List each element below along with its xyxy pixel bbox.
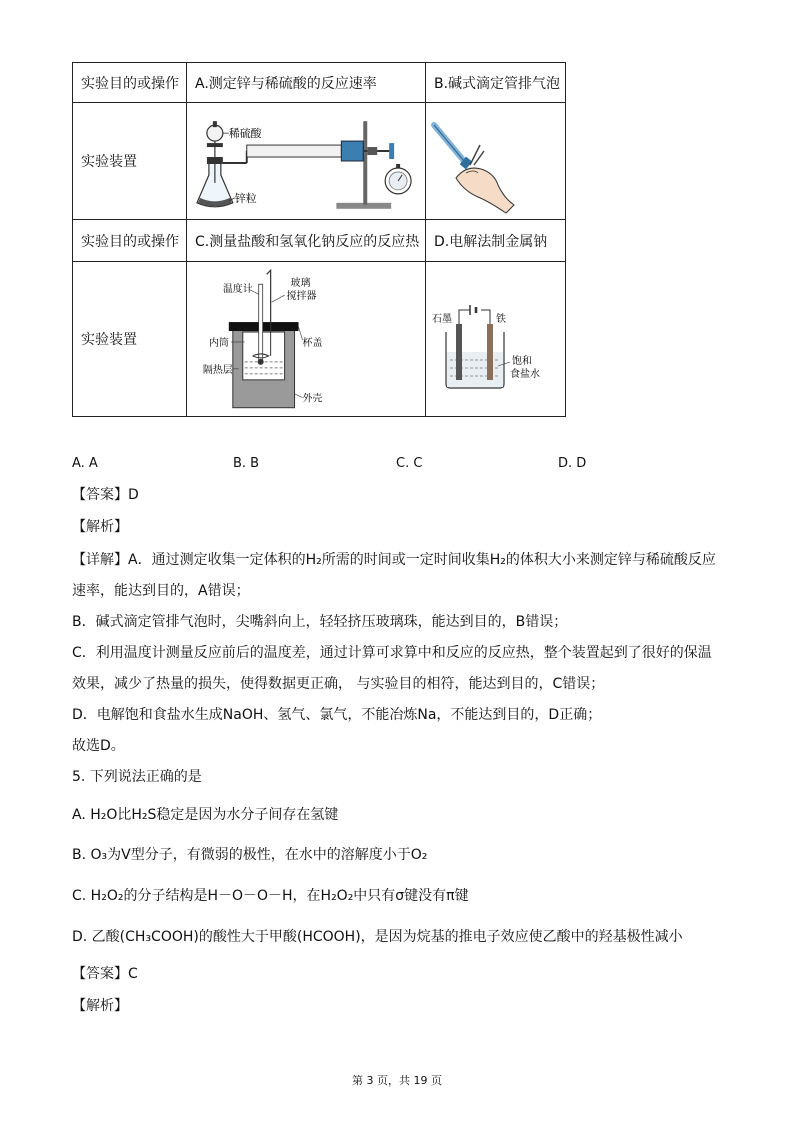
header-cell-purpose-2 — [73, 220, 187, 262]
figure-cell-d — [426, 262, 565, 416]
analysis-label-2: 【解析】 — [72, 998, 128, 1014]
label-inner-cup: 内筒 — [208, 337, 229, 349]
label-cup-lid: 杯盖 — [302, 337, 323, 349]
label-zinc-granules: 锌粒 — [234, 191, 257, 205]
option-d-title: D.电解法制金属钠 — [434, 233, 548, 250]
detail-line: D．电解饱和食盐水生成NaOH、氢气、氯气，不能冶炼Na，不能达到目的，D正确； — [72, 707, 602, 723]
header-cell-option-b — [426, 63, 565, 103]
detail-line: C．利用温度计测量反应前后的温度差，通过计算可求算中和反应的反应热，整个装置起到了很好的保温 — [72, 645, 712, 661]
analysis-label-1: 【解析】 — [72, 519, 128, 535]
electrolysis-cell-figure — [426, 262, 565, 416]
calorimeter-figure — [187, 262, 425, 416]
header-label: 实验目的或操作 — [81, 75, 179, 92]
option-c-title: C.测量盐酸和氢氧化钠反应的反应热 — [195, 233, 420, 250]
header-cell-purpose-1 — [73, 63, 187, 103]
burette-bubble-removal-figure — [426, 103, 565, 220]
question-5-option-d: D. 乙酸(CH₃COOH)的酸性大于甲酸(HCOOH)，是因为烷基的推电子效应使乙酸中的羟基极性减小 — [72, 929, 683, 945]
label-saturated-line2: 食盐水 — [510, 369, 540, 380]
figure-cell-c — [187, 262, 426, 416]
row-label: 实验装置 — [81, 332, 137, 348]
choice-a: A. A — [72, 456, 98, 471]
answer-label-2: 【答案】C — [72, 966, 138, 982]
question-5-stem: 5. 下列说法正确的是 — [72, 769, 202, 785]
detail-line: B．碱式滴定管排气泡时，尖嘴斜向上，轻轻挤压玻璃珠，能达到目的，B错误； — [72, 614, 568, 630]
figure-cell-b — [426, 103, 565, 220]
detail-line: 【详解】A．通过测定收集一定体积的H₂所需的时间或一定时间收集H₂的体积大小来测定锌与稀硫酸反应 — [72, 552, 716, 568]
label-glass-stirrer-line1: 玻璃 — [290, 278, 311, 290]
label-outer-shell: 外壳 — [302, 393, 323, 405]
choice-b: B. B — [233, 456, 260, 471]
label-iron: 铁 — [496, 314, 506, 325]
option-a-title: A.测定锌与稀硫酸的反应速率 — [195, 75, 377, 92]
detail-line: 故选D。 — [72, 738, 125, 754]
experiment-table — [72, 62, 566, 417]
header-label: 实验目的或操作 — [81, 233, 179, 250]
choice-c: C. C — [396, 456, 423, 471]
label-saturated-line1: 饱和 — [512, 356, 532, 367]
question-5-option-c: C. H₂O₂的分子结构是H－O－O－H，在H₂O₂中只有σ键没有π键 — [72, 888, 469, 904]
question-5-option-a: A. H₂O比H₂S稳定是因为水分子间存在氢键 — [72, 807, 339, 823]
option-b-title: B.碱式滴定管排气泡 — [434, 75, 561, 92]
question-5-option-b: B. O₃为V型分子，有微弱的极性，在水中的溶解度小于O₂ — [72, 847, 428, 863]
label-insulation-layer: 隔热层 — [202, 364, 233, 376]
header-cell-option-c — [187, 220, 426, 262]
choice-d: D. D — [558, 456, 587, 471]
row-label-apparatus-1 — [73, 103, 187, 220]
figure-cell-a — [187, 103, 426, 220]
label-glass-stirrer-line2: 搅拌器 — [286, 291, 317, 303]
detail-line: 效果，减少了热量的损失，使得数据更正确， 与实验目的相符，能达到目的，C错误； — [72, 676, 605, 692]
header-cell-option-a — [187, 63, 426, 103]
row-label-apparatus-2 — [73, 262, 187, 416]
label-graphite: 石墨 — [432, 314, 452, 325]
row-label: 实验装置 — [81, 154, 137, 170]
detail-line: 速率，能达到目的，A错误； — [72, 583, 250, 599]
label-dilute-sulfuric-acid: 稀硫酸 — [228, 126, 262, 140]
label-thermometer: 温度计 — [222, 284, 253, 296]
header-cell-option-d — [426, 220, 565, 262]
page-footer: 第 3 页，共 19 页 — [352, 1074, 442, 1087]
answer-label-1: 【答案】D — [72, 487, 139, 503]
zinc-acid-rate-apparatus-figure — [187, 103, 425, 220]
